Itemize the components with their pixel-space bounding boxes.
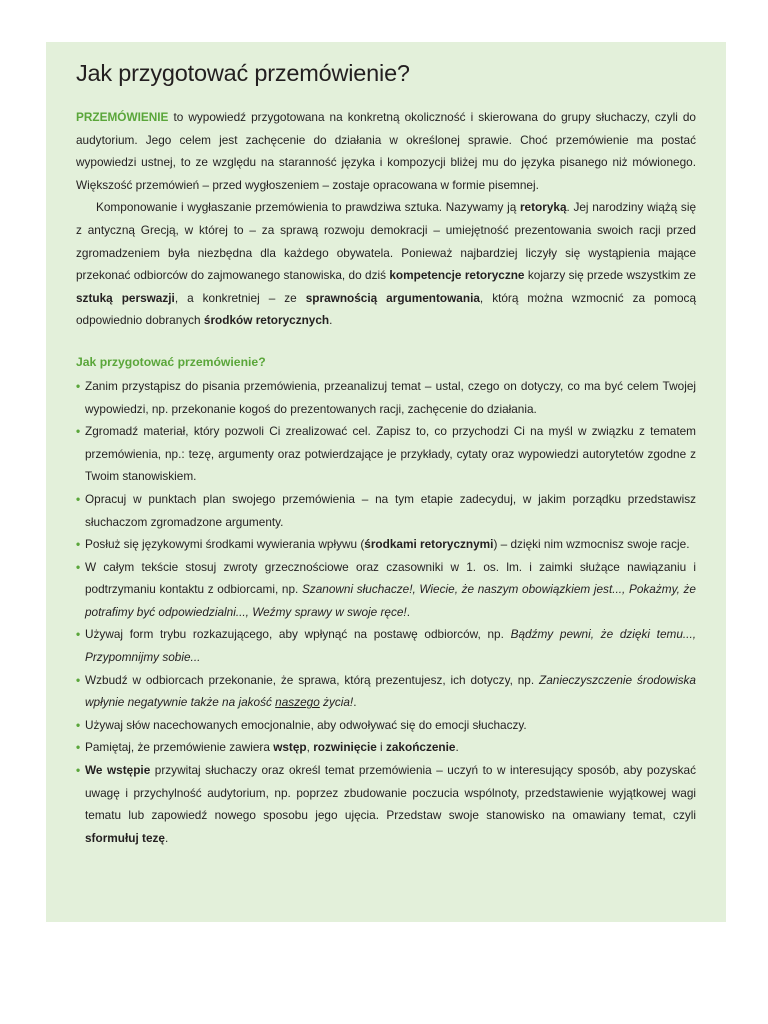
list-item: • Opracuj w punktach plan swojego przemówienia – na tym etapie zadecyduj, w jakim porządku przedstawisz słuchaczom zgromadzone argumenty. (76, 488, 696, 533)
page-title: Jak przygotować przemówienie? (76, 60, 410, 86)
bullet-icon: • (76, 559, 81, 574)
bullet-icon: • (76, 717, 81, 732)
intro-paragraph-1: PRZEMÓWIENIE to wypowiedź przygotowana na konkretną okoliczność i skierowana do grupy słuchaczy, czyli do audytorium. Jego celem jest zachęcenie do działania w określonej sprawie. Choć przemówienie ma postać wypowiedzi ustnej, to ze względu na staranność języka i kompozycji bliżej mu do języka pisanego niż mówionego. Większość przemówień – przed wygłoszeniem – zostaje opracowana w formie pisemnej. (76, 110, 696, 192)
list-item: • We wstępie przywitaj słuchaczy oraz określ temat przemówienia – uczyń to w interesujący sposób, aby pozyskać uwagę i przychylność audytorium, np. poprzez zbudowanie poczucia wspólnoty, przedstawienie wyjątkowej wagi tematu lub zapowiedź nowego sposobu jego ujęcia. Przedstaw swoje stanowisko na omawiany temat, czyli sformułuj tezę. (76, 759, 696, 849)
bullet-icon: • (76, 424, 81, 439)
intro-paragraph-2: Komponowanie i wygłaszanie przemówienia to prawdziwa sztuka. Nazywamy ją retoryką. Jej narodziny wiążą się z antyczną Grecją, w której to – za sprawą rozwoju demokracji – umiejętność prezentowania swoich racji przed zgromadzeniem była niezbędna dla każdego obywatela. Ponieważ najbardziej liczyły się wystąpienia mające przekonać odbiorców do zajmowanego stanowiska, do dziś kompetencje retoryczne kojarzy się przede wszystkim ze sztuką perswazji, a konkretniej – ze sprawnością argumentowania, którą można wzmocnić za pomocą odpowiednio dobranych środków retorycznych. (76, 200, 697, 328)
defined-term: PRZEMÓWIENIE (76, 110, 169, 124)
list-item: • Posłuż się językowymi środkami wywierania wpływu (środkami retorycznymi) – dzięki nim wzmocnisz swoje racje. (76, 533, 696, 556)
section-heading: Jak przygotować przemówienie? (76, 354, 266, 369)
bullet-icon: • (76, 763, 81, 778)
list-item: • Pamiętaj, że przemówienie zawiera wstęp, rozwinięcie i zakończenie. (76, 736, 696, 759)
list-item: • W całym tekście stosuj zwroty grzecznościowe oraz czasowniki w 1. os. lm. i zaimki służące nawiązaniu i podtrzymaniu kontaktu z odbiorcami, np. Szanowni słuchacze!, Wiecie, że naszym obowiązkiem jest..., Pokażmy, że potrafimy być odpowiedzialni..., Weźmy sprawy w swoje ręce!. (76, 556, 696, 624)
bullet-icon: • (76, 491, 81, 506)
content-panel (46, 42, 726, 922)
bullet-icon: • (76, 627, 81, 642)
tips-list (76, 375, 696, 849)
list-item: • Zgromadź materiał, który pozwoli Ci zrealizować cel. Zapisz to, co przychodzi Ci na myśl w związku z tematem przemówienia, np.: tezę, argumenty oraz potwierdzające je przykłady, cytaty oraz wypowiedzi autorytetów zgodne z Twoim stanowiskiem. (76, 420, 696, 488)
bullet-icon: • (76, 672, 81, 687)
list-item: • Wzbudź w odbiorcach przekonanie, że sprawa, którą prezentujesz, ich dotyczy, np. Zanieczyszczenie środowiska wpłynie negatywnie także na jakość naszego życia!. (76, 669, 696, 714)
bullet-icon: • (76, 537, 81, 552)
bullet-icon: • (76, 740, 81, 755)
list-item: • Używaj słów nacechowanych emocjonalnie, aby odwoływać się do emocji słuchaczy. (76, 714, 696, 737)
list-item: • Zanim przystąpisz do pisania przemówienia, przeanalizuj temat – ustal, czego on dotyczy, co ma być celem Twojej wypowiedzi, np. przekonanie kogoś do prezentowanych racji, zachęcenie do działania. (76, 375, 696, 420)
list-item: • Używaj form trybu rozkazującego, aby wpłynąć na postawę odbiorców, np. Bądźmy pewni, że dzięki temu..., Przypomnijmy sobie... (76, 623, 696, 668)
bullet-icon: • (76, 378, 81, 393)
